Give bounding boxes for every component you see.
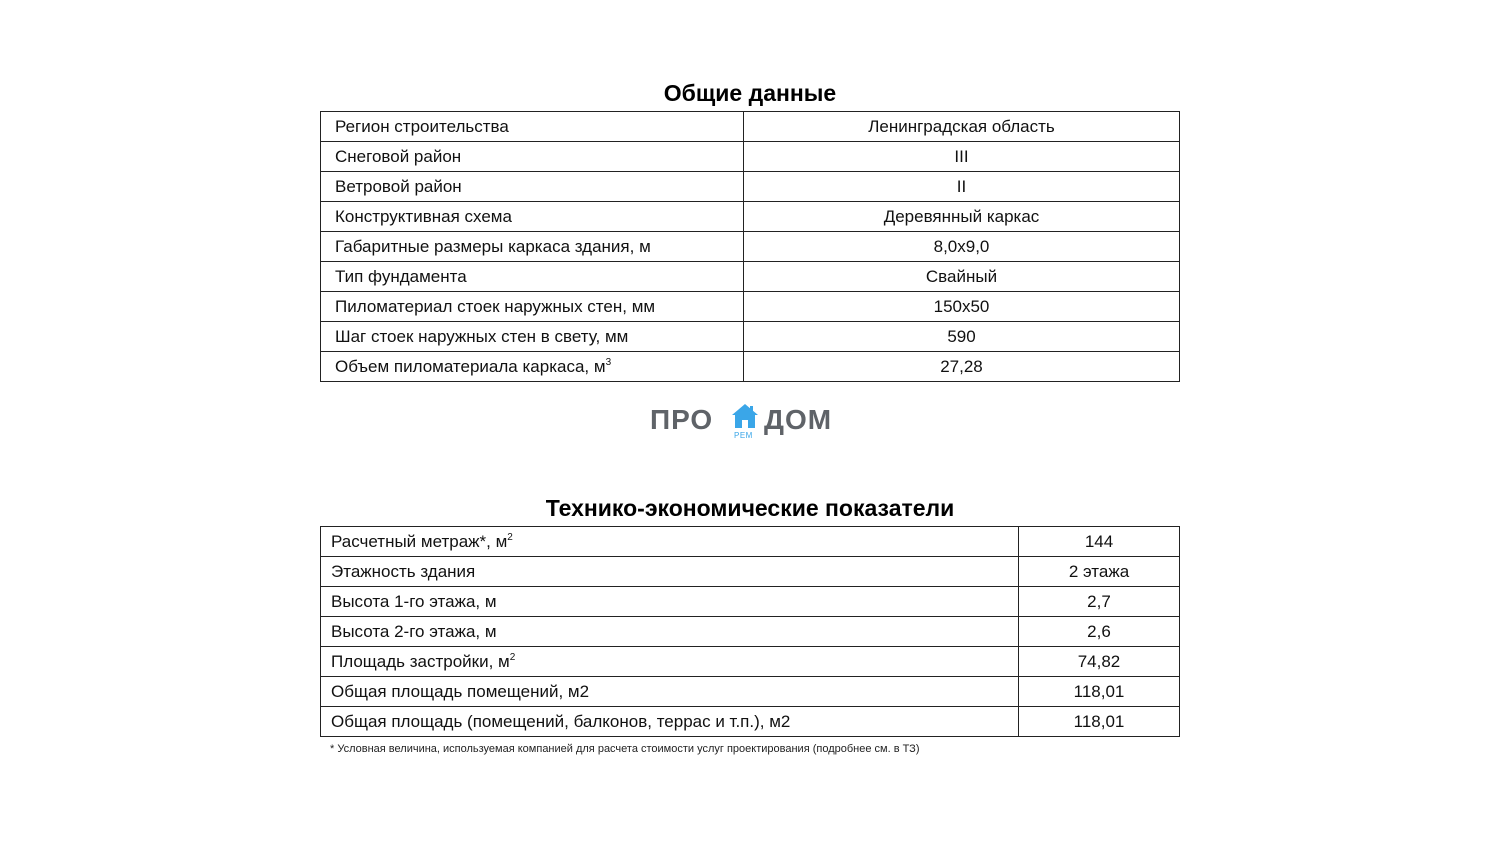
row-value: 118,01 [1019,707,1180,737]
row-label-cell [321,527,1019,557]
table-row [321,527,1180,557]
row-value: II [744,172,1180,202]
logo-text-left: ПРО [650,404,714,435]
table-row [321,352,1180,382]
general-data-table [320,111,1180,382]
indicators-title: Технико-экономические показатели [545,495,955,521]
row-value: Свайный [744,262,1180,292]
table-row [321,707,1180,737]
table-row [321,262,1180,292]
row-value: III [744,142,1180,172]
row-label: Шаг стоек наружных стен в свету, мм [321,322,744,352]
row-value: 2 этажа [1019,557,1180,587]
row-label: Регион строительства [321,112,744,142]
row-label: Снеговой район [321,142,744,172]
table-row [321,617,1180,647]
row-value: 2,6 [1019,617,1180,647]
row-label-cell [321,647,1019,677]
row-value: 590 [744,322,1180,352]
house-icon [730,402,760,430]
row-value: Ленинградская область [744,112,1180,142]
table-row [321,557,1180,587]
row-label: Объем пиломатериала каркаса, м [335,356,606,376]
table-row [321,202,1180,232]
company-logo [650,400,850,444]
unit-superscript: 2 [509,651,516,663]
row-value: 27,28 [744,352,1180,382]
table-row [321,647,1180,677]
logo-text-right: ДОМ [764,404,833,435]
row-label: Габаритные размеры каркаса здания, м [321,232,744,262]
footnote: * Условная величина, используемая компанией для расчета стоимости услуг проектирования (подробнее см. в ТЗ) [330,743,920,755]
row-label: Площадь застройки, м [331,651,510,671]
table-row [321,232,1180,262]
unit-superscript: 2 [507,531,513,543]
row-label: Общая площадь (помещений, балконов, террас и т.п.), м2 [321,707,1019,737]
row-label: Общая площадь помещений, м2 [321,677,1019,707]
general-data-title: Общие данные [663,80,837,106]
row-label: Тип фундамента [321,262,744,292]
unit-superscript: 3 [605,356,612,368]
table-row [321,322,1180,352]
table-row [321,292,1180,322]
table-row [321,112,1180,142]
row-label: Высота 2-го этажа, м [321,617,1019,647]
row-label-cell [321,352,744,382]
row-label: Пиломатериал стоек наружных стен, мм [321,292,744,322]
table-row [321,142,1180,172]
row-value: 150x50 [744,292,1180,322]
row-label: Конструктивная схема [321,202,744,232]
table-row [321,172,1180,202]
table-row [321,587,1180,617]
row-label: Высота 1-го этажа, м [321,587,1019,617]
row-value: 8,0x9,0 [744,232,1180,262]
indicators-table [320,526,1180,737]
row-label: Ветровой район [321,172,744,202]
logo-subtext: РЕМ [734,431,753,440]
table-row [321,677,1180,707]
row-value: 118,01 [1019,677,1180,707]
row-value: 144 [1019,527,1180,557]
row-label: Этажность здания [321,557,1019,587]
row-value: 2,7 [1019,587,1180,617]
row-value: Деревянный каркас [744,202,1180,232]
row-label: Расчетный метраж*, м [331,531,508,551]
row-value: 74,82 [1019,647,1180,677]
